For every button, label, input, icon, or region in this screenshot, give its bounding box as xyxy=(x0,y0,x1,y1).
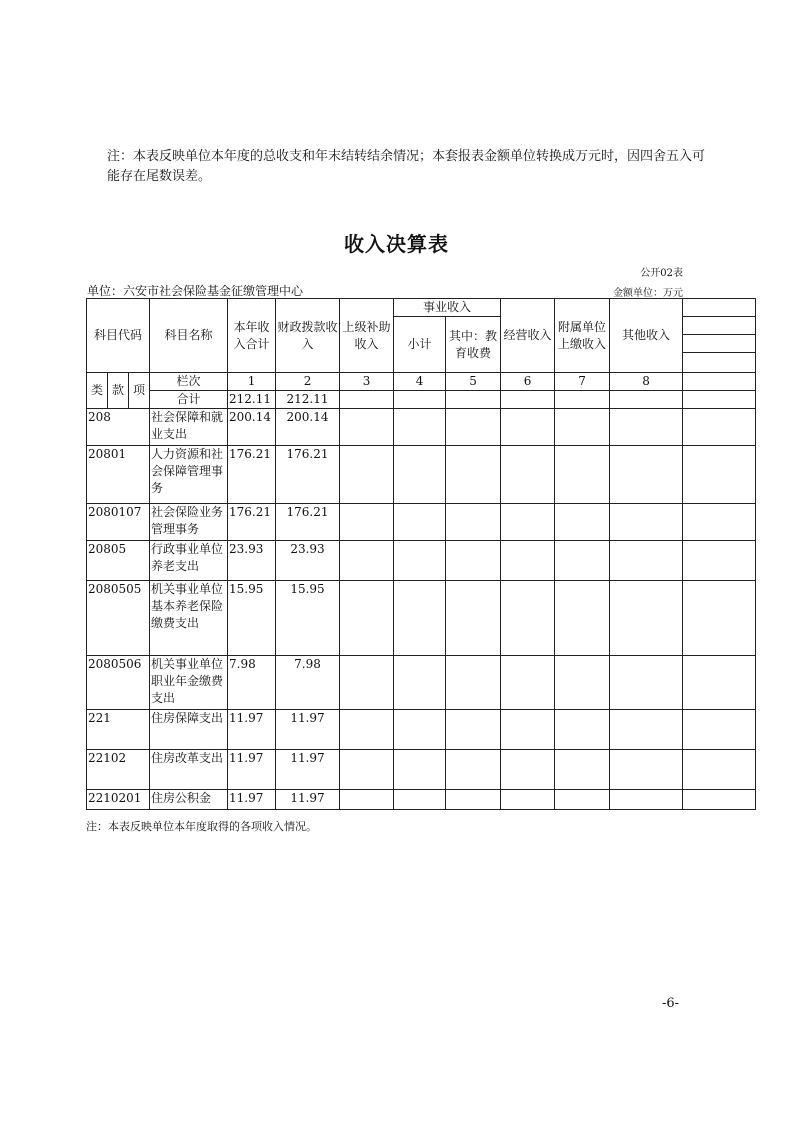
row-name: 机关事业单位基本养老保险缴费支出 xyxy=(150,581,228,656)
money-unit-label: 金额单位：万元 xyxy=(613,288,683,299)
table-row xyxy=(87,409,756,446)
row-fiscal: 15.95 xyxy=(276,581,340,656)
blank-cell xyxy=(683,504,756,541)
row-total: 11.97 xyxy=(228,710,276,750)
blank-cell xyxy=(446,391,501,409)
blank-cell xyxy=(340,656,394,710)
row-code: 2080505 xyxy=(87,581,150,656)
blank-cell xyxy=(683,446,756,504)
blank-cell xyxy=(446,656,501,710)
blank-cell xyxy=(501,391,555,409)
blank-cell xyxy=(340,541,394,581)
col-num: 8 xyxy=(610,373,683,391)
col-num: 1 xyxy=(228,373,276,391)
row-fiscal: 7.98 xyxy=(276,656,340,710)
bottom-note: 注：本表反映单位本年度取得的各项收入情况。 xyxy=(86,820,317,833)
blank-cell xyxy=(610,581,683,656)
blank-cell xyxy=(610,656,683,710)
row-total: 11.97 xyxy=(228,790,276,810)
row-fiscal: 11.97 xyxy=(276,750,340,790)
blank-cell xyxy=(501,581,555,656)
blank-cell xyxy=(610,409,683,446)
blank-cell xyxy=(394,391,446,409)
blank-cell xyxy=(501,446,555,504)
blank-cell xyxy=(340,446,394,504)
row-name: 社会保障和就业支出 xyxy=(150,409,228,446)
blank-cell xyxy=(610,504,683,541)
row-fiscal: 11.97 xyxy=(276,790,340,810)
blank-cell xyxy=(501,541,555,581)
blank-cell xyxy=(610,750,683,790)
row-code: 221 xyxy=(87,710,150,750)
header-superior: 上级补助收入 xyxy=(340,299,394,373)
row-code: 20801 xyxy=(87,446,150,504)
page-number: -6- xyxy=(662,996,680,1011)
col-num: 3 xyxy=(340,373,394,391)
blank-cell xyxy=(340,710,394,750)
header-name: 科目名称 xyxy=(150,299,228,373)
row-total: 15.95 xyxy=(228,581,276,656)
blank-cell xyxy=(555,581,610,656)
row-fiscal: 11.97 xyxy=(276,710,340,750)
blank-cell xyxy=(446,581,501,656)
blank-cell xyxy=(610,710,683,750)
row-total: 23.93 xyxy=(228,541,276,581)
header-col-label: 栏次 xyxy=(150,373,228,391)
form-number: 公开02表 xyxy=(640,268,683,279)
blank-cell xyxy=(683,409,756,446)
blank-cell xyxy=(683,391,756,409)
header-other: 其他收入 xyxy=(610,299,683,373)
blank-cell xyxy=(683,581,756,656)
blank-cell xyxy=(555,409,610,446)
blank-cell xyxy=(555,656,610,710)
header-xiang: 项 xyxy=(129,373,150,409)
blank-cell xyxy=(340,391,394,409)
blank-cell xyxy=(394,790,446,810)
blank-cell xyxy=(446,541,501,581)
header-business: 事业收入 xyxy=(394,299,501,317)
header-lei: 类 xyxy=(87,373,108,409)
blank-cell xyxy=(683,317,756,335)
row-code: 2210201 xyxy=(87,790,150,810)
blank-cell xyxy=(683,353,756,373)
blank-cell xyxy=(683,710,756,750)
blank-cell xyxy=(501,504,555,541)
blank-cell xyxy=(394,750,446,790)
blank-cell xyxy=(394,409,446,446)
row-fiscal: 176.21 xyxy=(276,446,340,504)
blank-cell xyxy=(683,299,756,317)
blank-cell xyxy=(683,541,756,581)
blank-cell xyxy=(610,446,683,504)
blank-cell xyxy=(501,790,555,810)
blank-cell xyxy=(446,504,501,541)
col-num: 5 xyxy=(446,373,501,391)
blank-cell xyxy=(394,581,446,656)
blank-cell xyxy=(555,504,610,541)
blank-cell xyxy=(555,446,610,504)
header-edu: 其中：教育收费 xyxy=(446,317,501,373)
table-row xyxy=(87,750,756,790)
table-row xyxy=(87,581,756,656)
row-total: 7.98 xyxy=(228,656,276,710)
blank-cell xyxy=(340,409,394,446)
total-value: 212.11 xyxy=(228,391,276,409)
blank-cell xyxy=(446,750,501,790)
row-name: 住房公积金 xyxy=(150,790,228,810)
row-fiscal: 23.93 xyxy=(276,541,340,581)
blank-cell xyxy=(501,409,555,446)
row-name: 住房保障支出 xyxy=(150,710,228,750)
table-row xyxy=(87,504,756,541)
blank-cell xyxy=(610,790,683,810)
blank-cell xyxy=(555,391,610,409)
row-name: 行政事业单位养老支出 xyxy=(150,541,228,581)
total-value: 212.11 xyxy=(276,391,340,409)
blank-cell xyxy=(555,541,610,581)
table-row xyxy=(87,790,756,810)
row-name: 社会保险业务管理事务 xyxy=(150,504,228,541)
blank-cell xyxy=(446,446,501,504)
blank-cell xyxy=(555,710,610,750)
row-total: 11.97 xyxy=(228,750,276,790)
row-code: 20805 xyxy=(87,541,150,581)
blank-cell xyxy=(683,373,756,391)
blank-cell xyxy=(446,710,501,750)
total-row-label: 合计 xyxy=(150,391,228,409)
blank-cell xyxy=(340,581,394,656)
header-subtotal: 小计 xyxy=(394,317,446,373)
header-operating: 经营收入 xyxy=(501,299,555,373)
blank-cell xyxy=(555,750,610,790)
blank-cell xyxy=(394,541,446,581)
page-title: 收入决算表 xyxy=(344,232,449,256)
header-code: 科目代码 xyxy=(87,299,150,373)
blank-cell xyxy=(501,710,555,750)
table-row xyxy=(87,541,756,581)
blank-cell xyxy=(555,790,610,810)
blank-cell xyxy=(501,656,555,710)
table-row xyxy=(87,656,756,710)
col-num: 4 xyxy=(394,373,446,391)
blank-cell xyxy=(394,504,446,541)
blank-cell xyxy=(340,790,394,810)
row-total: 176.21 xyxy=(228,504,276,541)
row-code: 22102 xyxy=(87,750,150,790)
blank-cell xyxy=(683,656,756,710)
row-name: 人力资源和社会保障管理事务 xyxy=(150,446,228,504)
header-total: 本年收入合计 xyxy=(228,299,276,373)
blank-cell xyxy=(394,656,446,710)
row-code: 2080107 xyxy=(87,504,150,541)
row-total: 200.14 xyxy=(228,409,276,446)
header-kuan: 款 xyxy=(108,373,129,409)
blank-cell xyxy=(446,790,501,810)
row-name: 机关事业单位职业年金缴费支出 xyxy=(150,656,228,710)
blank-cell xyxy=(610,541,683,581)
blank-cell xyxy=(683,750,756,790)
col-num: 2 xyxy=(276,373,340,391)
blank-cell xyxy=(340,750,394,790)
row-code: 2080506 xyxy=(87,656,150,710)
col-num: 7 xyxy=(555,373,610,391)
row-code: 208 xyxy=(87,409,150,446)
blank-cell xyxy=(340,504,394,541)
header-fiscal: 财政拨款收入 xyxy=(276,299,340,373)
blank-cell xyxy=(610,391,683,409)
blank-cell xyxy=(394,446,446,504)
header-affiliated: 附属单位上缴收入 xyxy=(555,299,610,373)
table-row xyxy=(87,710,756,750)
income-table xyxy=(86,298,756,810)
blank-cell xyxy=(446,409,501,446)
table-row xyxy=(87,446,756,504)
row-fiscal: 176.21 xyxy=(276,504,340,541)
blank-cell xyxy=(501,750,555,790)
row-total: 176.21 xyxy=(228,446,276,504)
unit-label: 单位：六安市社会保险基金征缴管理中心 xyxy=(87,284,304,298)
col-num: 6 xyxy=(501,373,555,391)
blank-cell xyxy=(683,790,756,810)
blank-cell xyxy=(394,710,446,750)
top-note: 注：本表反映单位本年度的总收支和年末结转结余情况；本套报表金额单位转换成万元时，因四舍五入可能存在尾数误差。 xyxy=(107,149,706,184)
row-name: 住房改革支出 xyxy=(150,750,228,790)
blank-cell xyxy=(683,335,756,353)
row-fiscal: 200.14 xyxy=(276,409,340,446)
